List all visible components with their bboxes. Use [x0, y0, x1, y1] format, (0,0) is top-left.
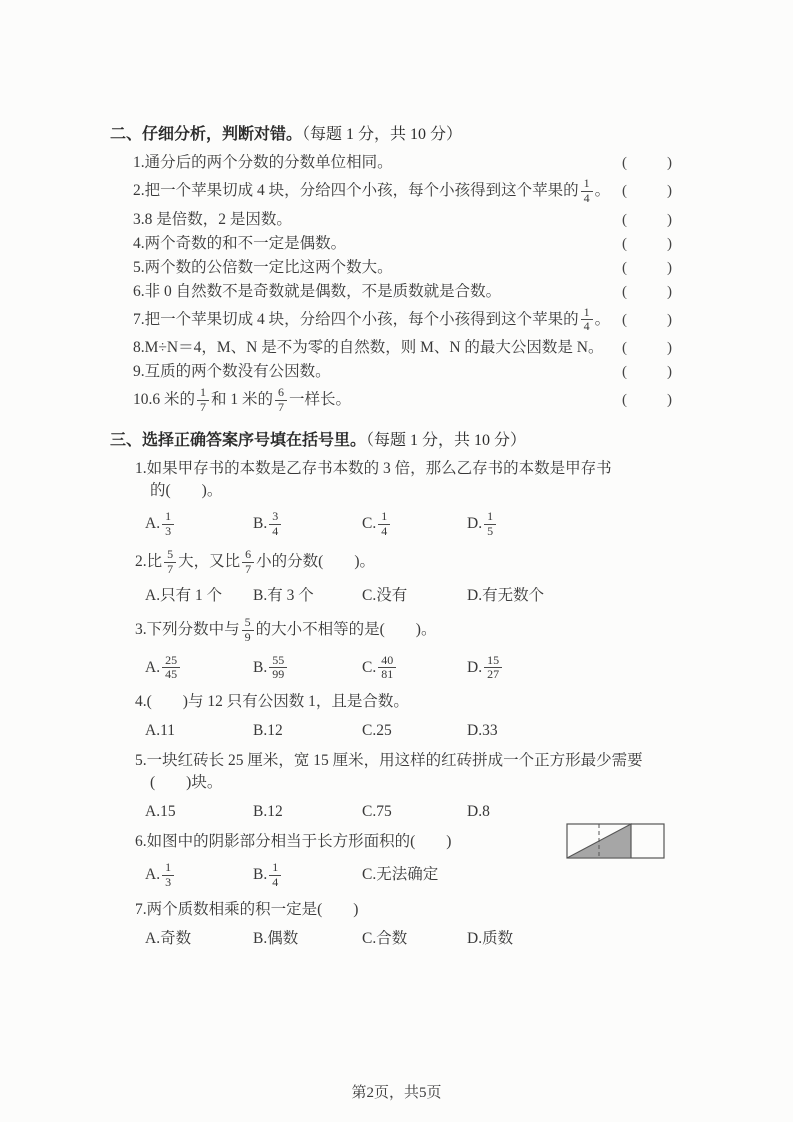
shaded-rectangle-figure: [566, 823, 665, 859]
left-paren: (: [622, 392, 627, 409]
question-stem: 3.下列分数中与 $\frac{5}{9}$ 的大小不相等的是( )。: [135, 614, 437, 644]
section-judge-header: [110, 124, 672, 146]
section-judge-title: 二、仔细分析，判断对错。: [110, 126, 303, 143]
fraction: $\frac{1}{4}$: [581, 177, 593, 206]
fraction: $\frac{1}{7}$: [197, 386, 209, 415]
section-choice-points: （每题 1 分，共 10 分）: [366, 431, 527, 449]
answer-brackets: [622, 257, 672, 279]
fraction: $\frac{40}{81}$: [378, 654, 396, 683]
judge-item-text: 1.通分后的两个分数的分数单位相同。: [133, 154, 393, 171]
answer-brackets: [622, 152, 672, 174]
right-paren: ): [667, 311, 672, 328]
left-paren: (: [622, 340, 627, 357]
question-stem: 5.一块红砖长 25 厘米，宽 15 厘米，用这样的红砖拼成一个正方形最少需要: [135, 752, 643, 770]
option-c: C.合数: [362, 929, 408, 947]
option-b: B. $\frac{3}{4}$: [253, 509, 362, 540]
option-d: D.33: [467, 722, 498, 740]
fraction: $\frac{55}{99}$: [269, 654, 287, 683]
judge-item-text: 3.8 是倍数，2 是因数。: [133, 210, 292, 228]
option-b: B. $\frac{55}{99}$: [253, 653, 362, 684]
question-stem: 1.如果甲存书的本数是乙存书本数的 3 倍，那么乙存书的本数是甲存书: [135, 459, 612, 477]
fraction: $\frac{6}{7}$: [275, 386, 287, 415]
option-d: D.质数: [467, 929, 514, 947]
right-paren: ): [667, 211, 672, 228]
judge-item-text: 2.把一个苹果切成 4 块，分给四个小孩，每个小孩得到这个苹果的 $\frac{1}{4}$ 。: [133, 176, 611, 205]
judge-item-1: [110, 152, 672, 174]
judge-item-10: [110, 385, 672, 416]
option-b: B. $\frac{1}{4}$: [253, 860, 362, 891]
choice-question-1: [110, 458, 672, 540]
right-paren: ): [667, 283, 672, 300]
option-c: C.没有: [362, 586, 408, 604]
question-stem: 7.两个质数相乘的积一定是( ): [135, 900, 359, 918]
answer-brackets: [622, 233, 672, 255]
question-stem-line2: ( )块。: [150, 774, 223, 792]
left-paren: (: [622, 235, 627, 252]
options-row: [110, 585, 672, 607]
section-judge-points: （每题 1 分，共 10 分）: [302, 126, 463, 143]
left-paren: (: [622, 283, 627, 300]
judge-item-text: 7.把一个苹果切成 4 块，分给四个小孩，每个小孩得到这个苹果的 $\frac{1}{4}$ 。: [133, 304, 611, 334]
option-a: A. $\frac{1}{3}$: [145, 509, 253, 540]
option-a: A.15: [145, 803, 176, 821]
right-paren: ): [667, 259, 672, 276]
right-paren: ): [667, 183, 672, 200]
answer-brackets: [622, 281, 672, 303]
section-choice-title: 三、选择正确答案序号填在括号里。: [110, 431, 367, 449]
right-paren: ): [667, 340, 672, 357]
question-stem-line2: 的( )。: [150, 481, 223, 499]
choice-question-2: [110, 547, 672, 607]
page-number: 第2页，共5页: [351, 1085, 442, 1101]
option-d: D.有无数个: [467, 586, 545, 604]
section-choice: [110, 430, 672, 950]
choice-question-6: [110, 831, 672, 891]
option-c: C. $\frac{40}{81}$: [362, 653, 467, 684]
option-a: A.11: [145, 722, 175, 740]
question-stem: 4.( )与 12 只有公因数 1，且是合数。: [135, 693, 409, 711]
left-paren: (: [622, 311, 627, 328]
answer-brackets: [622, 389, 672, 411]
answer-brackets: [622, 337, 672, 359]
option-c: C. $\frac{1}{4}$: [362, 509, 467, 540]
right-paren: ): [667, 364, 672, 381]
answer-brackets: [622, 361, 672, 383]
judge-item-2: [110, 176, 672, 207]
judge-item-4: [110, 233, 672, 255]
judge-item-text: 8.M÷N＝4，M、N 是不为零的自然数，则 M、N 的最大公因数是 N。: [133, 339, 604, 357]
fraction: $\frac{5}{9}$: [242, 616, 254, 645]
option-d: D. $\frac{15}{27}$: [467, 653, 672, 684]
fraction: $\frac{5}{7}$: [164, 548, 176, 577]
option-d: D.8: [467, 803, 490, 821]
options-row: [110, 653, 672, 684]
option-b: B.12: [253, 722, 283, 740]
left-paren: (: [622, 211, 627, 228]
answer-brackets: [622, 180, 672, 202]
judge-item-text: 4.两个奇数的和不一定是偶数。: [133, 234, 347, 252]
judge-item-text: 10.6 米的 $\frac{1}{7}$ 和 1 米的 $\frac{6}{7}$ 一样长。: [133, 385, 352, 414]
fraction: $\frac{1}{3}$: [162, 861, 174, 890]
fraction: $\frac{6}{7}$: [242, 548, 254, 577]
question-stem: 6.如图中的阴影部分相当于长方形面积的( ): [135, 833, 452, 851]
option-c: C.无法确定: [362, 866, 439, 884]
fraction: $\frac{1}{4}$: [378, 510, 390, 539]
options-row: [110, 509, 672, 540]
judge-item-3: [110, 209, 672, 231]
judge-item-text: 5.两个数的公倍数一定比这两个数大。: [133, 258, 393, 276]
answer-brackets: [622, 209, 672, 231]
option-c: C.25: [362, 722, 392, 740]
option-a: A.奇数: [145, 929, 192, 947]
fraction: $\frac{1}{4}$: [269, 861, 281, 890]
fraction: $\frac{1}{4}$: [581, 306, 593, 335]
judge-item-9: [110, 361, 672, 383]
option-c: C.75: [362, 803, 392, 821]
answer-brackets: [622, 309, 672, 331]
options-row: [110, 860, 672, 891]
left-paren: (: [622, 183, 627, 200]
left-paren: (: [622, 155, 627, 171]
right-paren: ): [667, 155, 672, 171]
choice-question-7: [110, 899, 672, 950]
fraction: $\frac{3}{4}$: [269, 510, 281, 539]
option-b: B.12: [253, 803, 283, 821]
judge-item-text: 6.非 0 自然数不是奇数就是偶数，不是质数就是合数。: [133, 282, 502, 300]
choice-question-5: [110, 750, 672, 823]
choice-question-3: [110, 615, 672, 683]
option-b: B.偶数: [253, 929, 299, 947]
section-judge: [110, 124, 672, 416]
fraction: $\frac{1}{5}$: [484, 510, 496, 539]
option-a: A. $\frac{1}{3}$: [145, 860, 253, 891]
right-paren: ): [667, 235, 672, 252]
judge-item-text: 9.互质的两个数没有公因数。: [133, 363, 331, 381]
judge-item-8: [110, 337, 672, 359]
options-row: [110, 720, 672, 742]
judge-item-7: [110, 305, 672, 336]
left-paren: (: [622, 364, 627, 381]
question-stem: 2.比 $\frac{5}{7}$ 大，又比 $\frac{6}{7}$ 小的分数( )。: [135, 547, 375, 577]
judge-item-6: [110, 281, 672, 303]
option-b: B.有 3 个: [253, 586, 314, 604]
options-row: [110, 801, 672, 823]
judge-item-5: [110, 257, 672, 279]
choice-question-4: [110, 691, 672, 742]
fraction: $\frac{15}{27}$: [484, 654, 502, 683]
right-paren: ): [667, 392, 672, 409]
option-d: D. $\frac{1}{5}$: [467, 509, 672, 540]
section-choice-header: [110, 430, 672, 452]
fraction: $\frac{25}{45}$: [162, 654, 180, 683]
fraction: $\frac{1}{3}$: [162, 510, 174, 539]
option-a: A.只有 1 个: [145, 586, 223, 604]
page-content: [110, 124, 672, 958]
left-paren: (: [622, 259, 627, 276]
option-a: A. $\frac{25}{45}$: [145, 653, 253, 684]
options-row: [110, 928, 672, 950]
